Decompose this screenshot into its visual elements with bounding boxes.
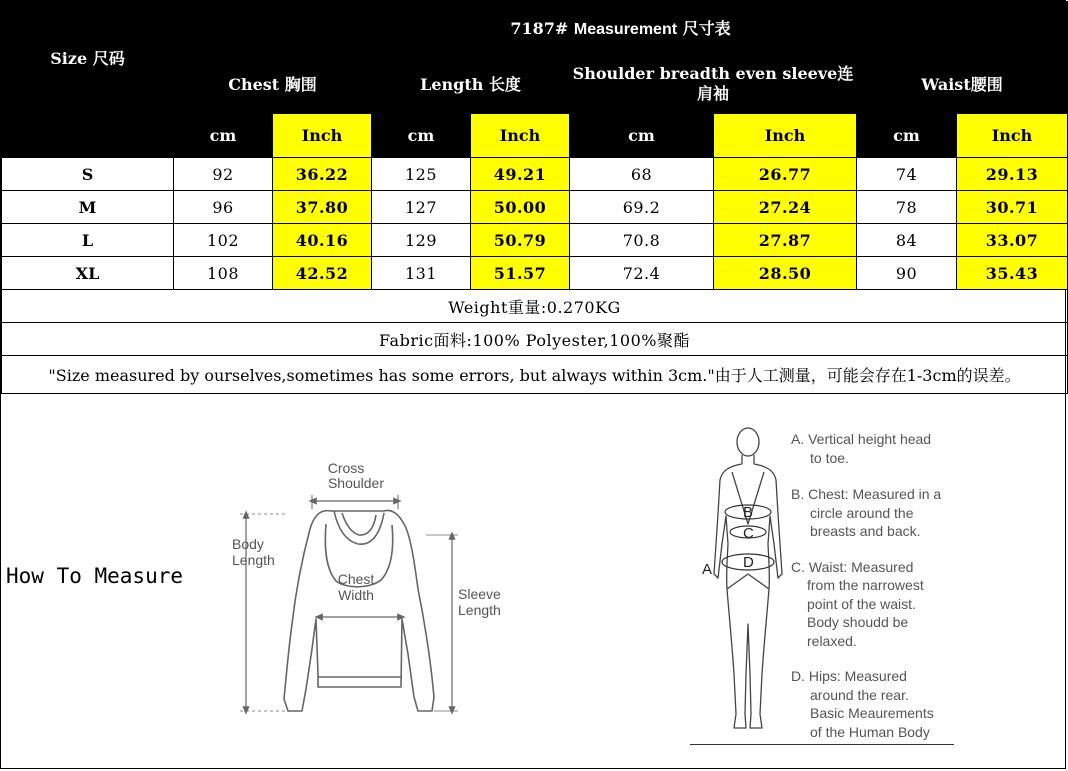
body-guide-notes — [791, 430, 967, 741]
note-waist — [791, 558, 967, 651]
sleeve-length-label: Sleeve — [458, 586, 501, 602]
length-cm-cell: 127 — [372, 191, 471, 224]
size-cell: M — [2, 191, 174, 224]
chart-title — [174, 2, 1068, 54]
weight-row: Weight重量:0.270KG — [2, 290, 1068, 323]
shoulder-inch-cell: 27.87 — [714, 224, 857, 257]
chest-header: Chest 胸围 — [174, 54, 372, 114]
unit-inch: Inch — [273, 114, 372, 158]
shoulder-inch-cell: 27.24 — [714, 191, 857, 224]
measurement-note: "Size measured by ourselves,sometimes has some errors, but always within 3cm."由于人工测量，可能会存在1-3cm的误差。 — [2, 356, 1068, 394]
unit-inch: Inch — [957, 114, 1068, 158]
body-length-label: Body — [232, 536, 264, 552]
waist-header: Waist腰围 — [857, 54, 1068, 114]
size-column-header: Size 尺码 — [2, 2, 174, 114]
length-inch-cell: 51.57 — [471, 257, 570, 290]
length-cm-cell: 131 — [372, 257, 471, 290]
unit-cm: cm — [857, 114, 957, 158]
chest-inch-cell: 40.16 — [273, 224, 372, 257]
fabric-row: Fabric面料:100% Polyester,100%聚酯 — [2, 323, 1068, 356]
length-cm-cell: 129 — [372, 224, 471, 257]
note-line: of the Human Body — [810, 723, 930, 740]
marker-b: B — [743, 504, 754, 521]
title-cn: 尺寸表 — [682, 19, 731, 38]
garment-outline — [284, 511, 434, 711]
table-row — [2, 158, 1068, 191]
waist-cm-cell: 74 — [857, 158, 957, 191]
cross-shoulder-label: Shoulder — [327, 475, 385, 491]
head-outline — [737, 428, 759, 456]
how-to-measure-label: How To Measure — [6, 564, 184, 588]
waist-inch-cell: 35.43 — [957, 257, 1068, 290]
length-inch-cell: 49.21 — [471, 158, 570, 191]
note-chest — [791, 485, 967, 541]
unit-cm: cm — [570, 114, 714, 158]
size-cell: S — [2, 158, 174, 191]
unit-inch: Inch — [714, 114, 857, 158]
measure-guide — [1, 394, 1067, 770]
waist-cm-cell: 90 — [857, 257, 957, 290]
note-line: Body shoudd be — [807, 614, 909, 630]
waist-inch-cell: 29.13 — [957, 158, 1068, 191]
size-cell: XL — [2, 257, 174, 290]
sleeve-length-label: Length — [458, 602, 501, 618]
waist-inch-cell: 30.71 — [957, 191, 1068, 224]
guide-underline — [690, 744, 954, 745]
chest-cm-cell: 92 — [174, 158, 273, 191]
marker-c: C — [743, 525, 754, 542]
unit-inch: Inch — [471, 114, 570, 158]
chest-cm-cell: 102 — [174, 224, 273, 257]
note-line: relaxed. — [807, 632, 857, 649]
waist-cm-cell: 78 — [857, 191, 957, 224]
marker-a: A — [702, 561, 713, 578]
shoulder-cm-cell: 72.4 — [570, 257, 714, 290]
note-height — [791, 430, 967, 467]
unit-cm: cm — [372, 114, 471, 158]
note-line: around the rear. — [810, 686, 909, 703]
table-row — [2, 224, 1068, 257]
shoulder-cm-cell: 69.2 — [570, 191, 714, 224]
note-line: from the narrowest — [807, 577, 924, 593]
garment-sketch — [226, 449, 526, 739]
body-figure — [696, 424, 796, 754]
chest-inch-cell: 36.22 — [273, 158, 372, 191]
shoulder-cm-cell: 70.8 — [570, 224, 714, 257]
waist-inch-cell: 33.07 — [957, 224, 1068, 257]
note-line: A. Vertical height head — [791, 431, 932, 447]
note-line: circle around the — [810, 504, 914, 521]
chest-inch-cell: 42.52 — [273, 257, 372, 290]
chest-width-label: Chest — [337, 571, 375, 587]
table-row — [2, 191, 1068, 224]
shoulder-header: Shoulder breadth even sleeve连肩袖 — [570, 54, 857, 114]
note-line: breasts and back. — [810, 523, 921, 539]
title-code: 7187# — [510, 19, 569, 38]
shoulder-inch-cell: 26.77 — [714, 158, 857, 191]
chest-cm-cell: 96 — [174, 191, 273, 224]
chest-inch-cell: 37.80 — [273, 191, 372, 224]
note-line: Basic Meaurements — [810, 705, 934, 721]
unit-cm: cm — [174, 114, 273, 158]
size-cell: L — [2, 224, 174, 257]
chest-width-label: Width — [338, 587, 374, 603]
length-inch-cell: 50.00 — [471, 191, 570, 224]
cross-shoulder-label: Cross — [327, 460, 365, 476]
note-line: D. Hips: Measured — [791, 668, 907, 684]
note-hips — [791, 667, 967, 741]
length-header: Length 长度 — [372, 54, 570, 114]
shoulder-cm-cell: 68 — [570, 158, 714, 191]
note-line: C. Waist: Measured — [791, 558, 914, 575]
title-word: Measurement — [573, 21, 678, 38]
length-inch-cell: 50.79 — [471, 224, 570, 257]
marker-d: D — [743, 554, 754, 571]
blank-unit-cell — [2, 114, 174, 158]
chest-cm-cell: 108 — [174, 257, 273, 290]
shoulder-inch-cell: 28.50 — [714, 257, 857, 290]
size-table — [1, 1, 1068, 394]
note-line: B. Chest: Measured in a — [791, 486, 942, 502]
waist-cm-cell: 84 — [857, 224, 957, 257]
note-line: to toe. — [810, 449, 849, 466]
table-row — [2, 257, 1068, 290]
note-line: point of the waist. — [807, 595, 916, 612]
body-length-label: Length — [232, 552, 275, 568]
length-cm-cell: 125 — [372, 158, 471, 191]
